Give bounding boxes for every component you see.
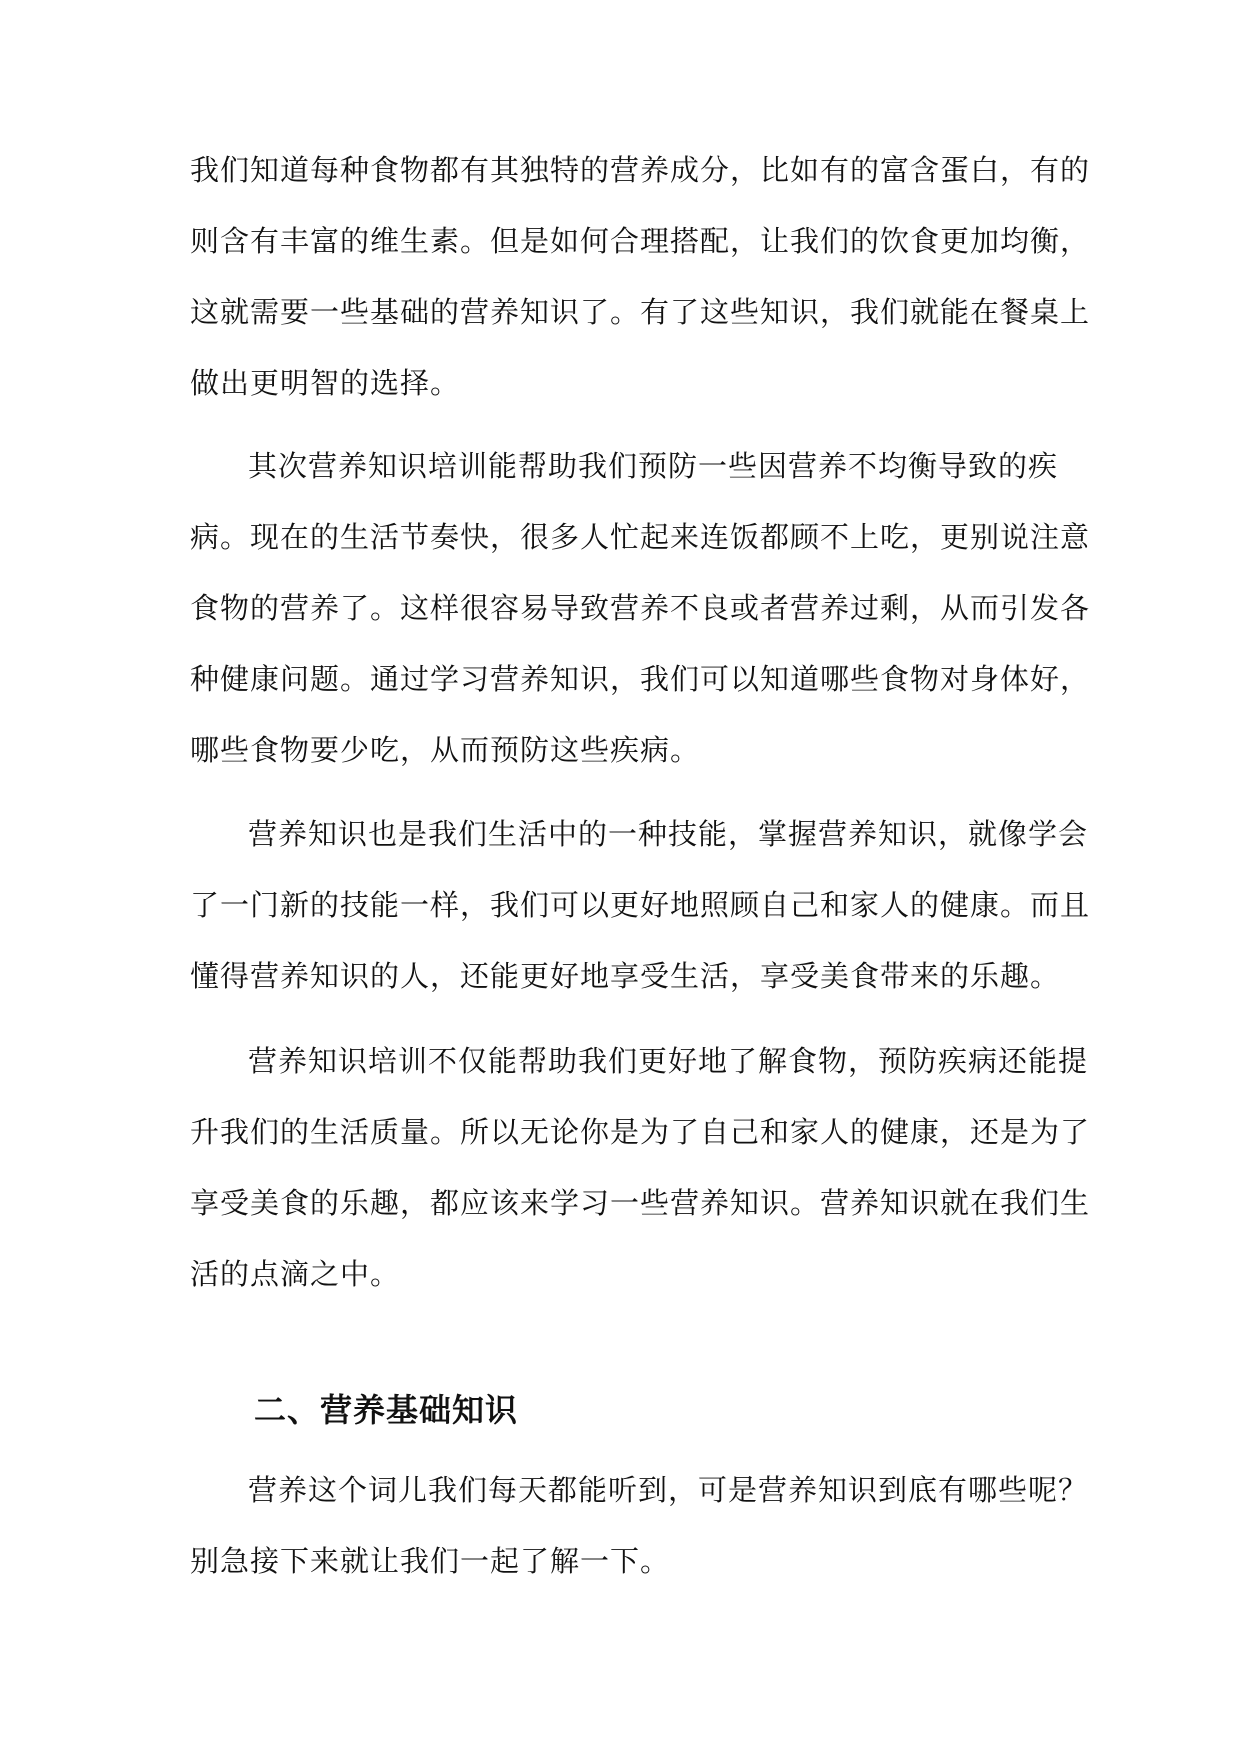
paragraph-2-line-1: 其次营养知识培训能帮助我们预防一些因营养不均衡导致的疾	[248, 449, 1059, 483]
paragraph-2-line-2: 病。现在的生活节奏快，很多人忙起来连饭都顾不上吃，更别说注意	[190, 520, 1091, 554]
paragraph-1-line-3: 这就需要一些基础的营养知识了。有了这些知识，我们就能在餐桌上	[190, 295, 1091, 329]
paragraph-1-line-4: 做出更明智的选择。	[190, 366, 461, 400]
paragraph-4-line-3: 享受美食的乐趣，都应该来学习一些营养知识。营养知识就在我们生	[190, 1186, 1091, 1220]
paragraph-2-line-5: 哪些食物要少吃，从而预防这些疾病。	[190, 733, 701, 767]
section-paragraph-line-2: 别急接下来就让我们一起了解一下。	[190, 1544, 671, 1578]
paragraph-2-line-4: 种健康问题。通过学习营养知识，我们可以知道哪些食物对身体好，	[190, 662, 1091, 696]
paragraph-4-line-1: 营养知识培训不仅能帮助我们更好地了解食物，预防疾病还能提	[248, 1044, 1089, 1078]
section-heading: 二、营养基础知识	[254, 1391, 519, 1429]
paragraph-3-line-2: 了一门新的技能一样，我们可以更好地照顾自己和家人的健康。而且	[190, 888, 1091, 922]
paragraph-4-line-2: 升我们的生活质量。所以无论你是为了自己和家人的健康，还是为了	[190, 1115, 1091, 1149]
paragraph-4-line-4: 活的点滴之中。	[190, 1257, 401, 1291]
paragraph-3-line-1: 营养知识也是我们生活中的一种技能，掌握营养知识，就像学会	[248, 817, 1089, 851]
paragraph-3-line-3: 懂得营养知识的人，还能更好地享受生活，享受美食带来的乐趣。	[190, 959, 1061, 993]
paragraph-1-line-1: 我们知道每种食物都有其独特的营养成分，比如有的富含蛋白，有的	[190, 153, 1091, 187]
paragraph-2-line-3: 食物的营养了。这样很容易导致营养不良或者营养过剩，从而引发各	[190, 591, 1091, 625]
paragraph-1-line-2: 则含有丰富的维生素。但是如何合理搭配，让我们的饮食更加均衡，	[190, 224, 1091, 258]
section-paragraph-line-1: 营养这个词儿我们每天都能听到，可是营养知识到底有哪些呢？	[248, 1473, 1089, 1507]
